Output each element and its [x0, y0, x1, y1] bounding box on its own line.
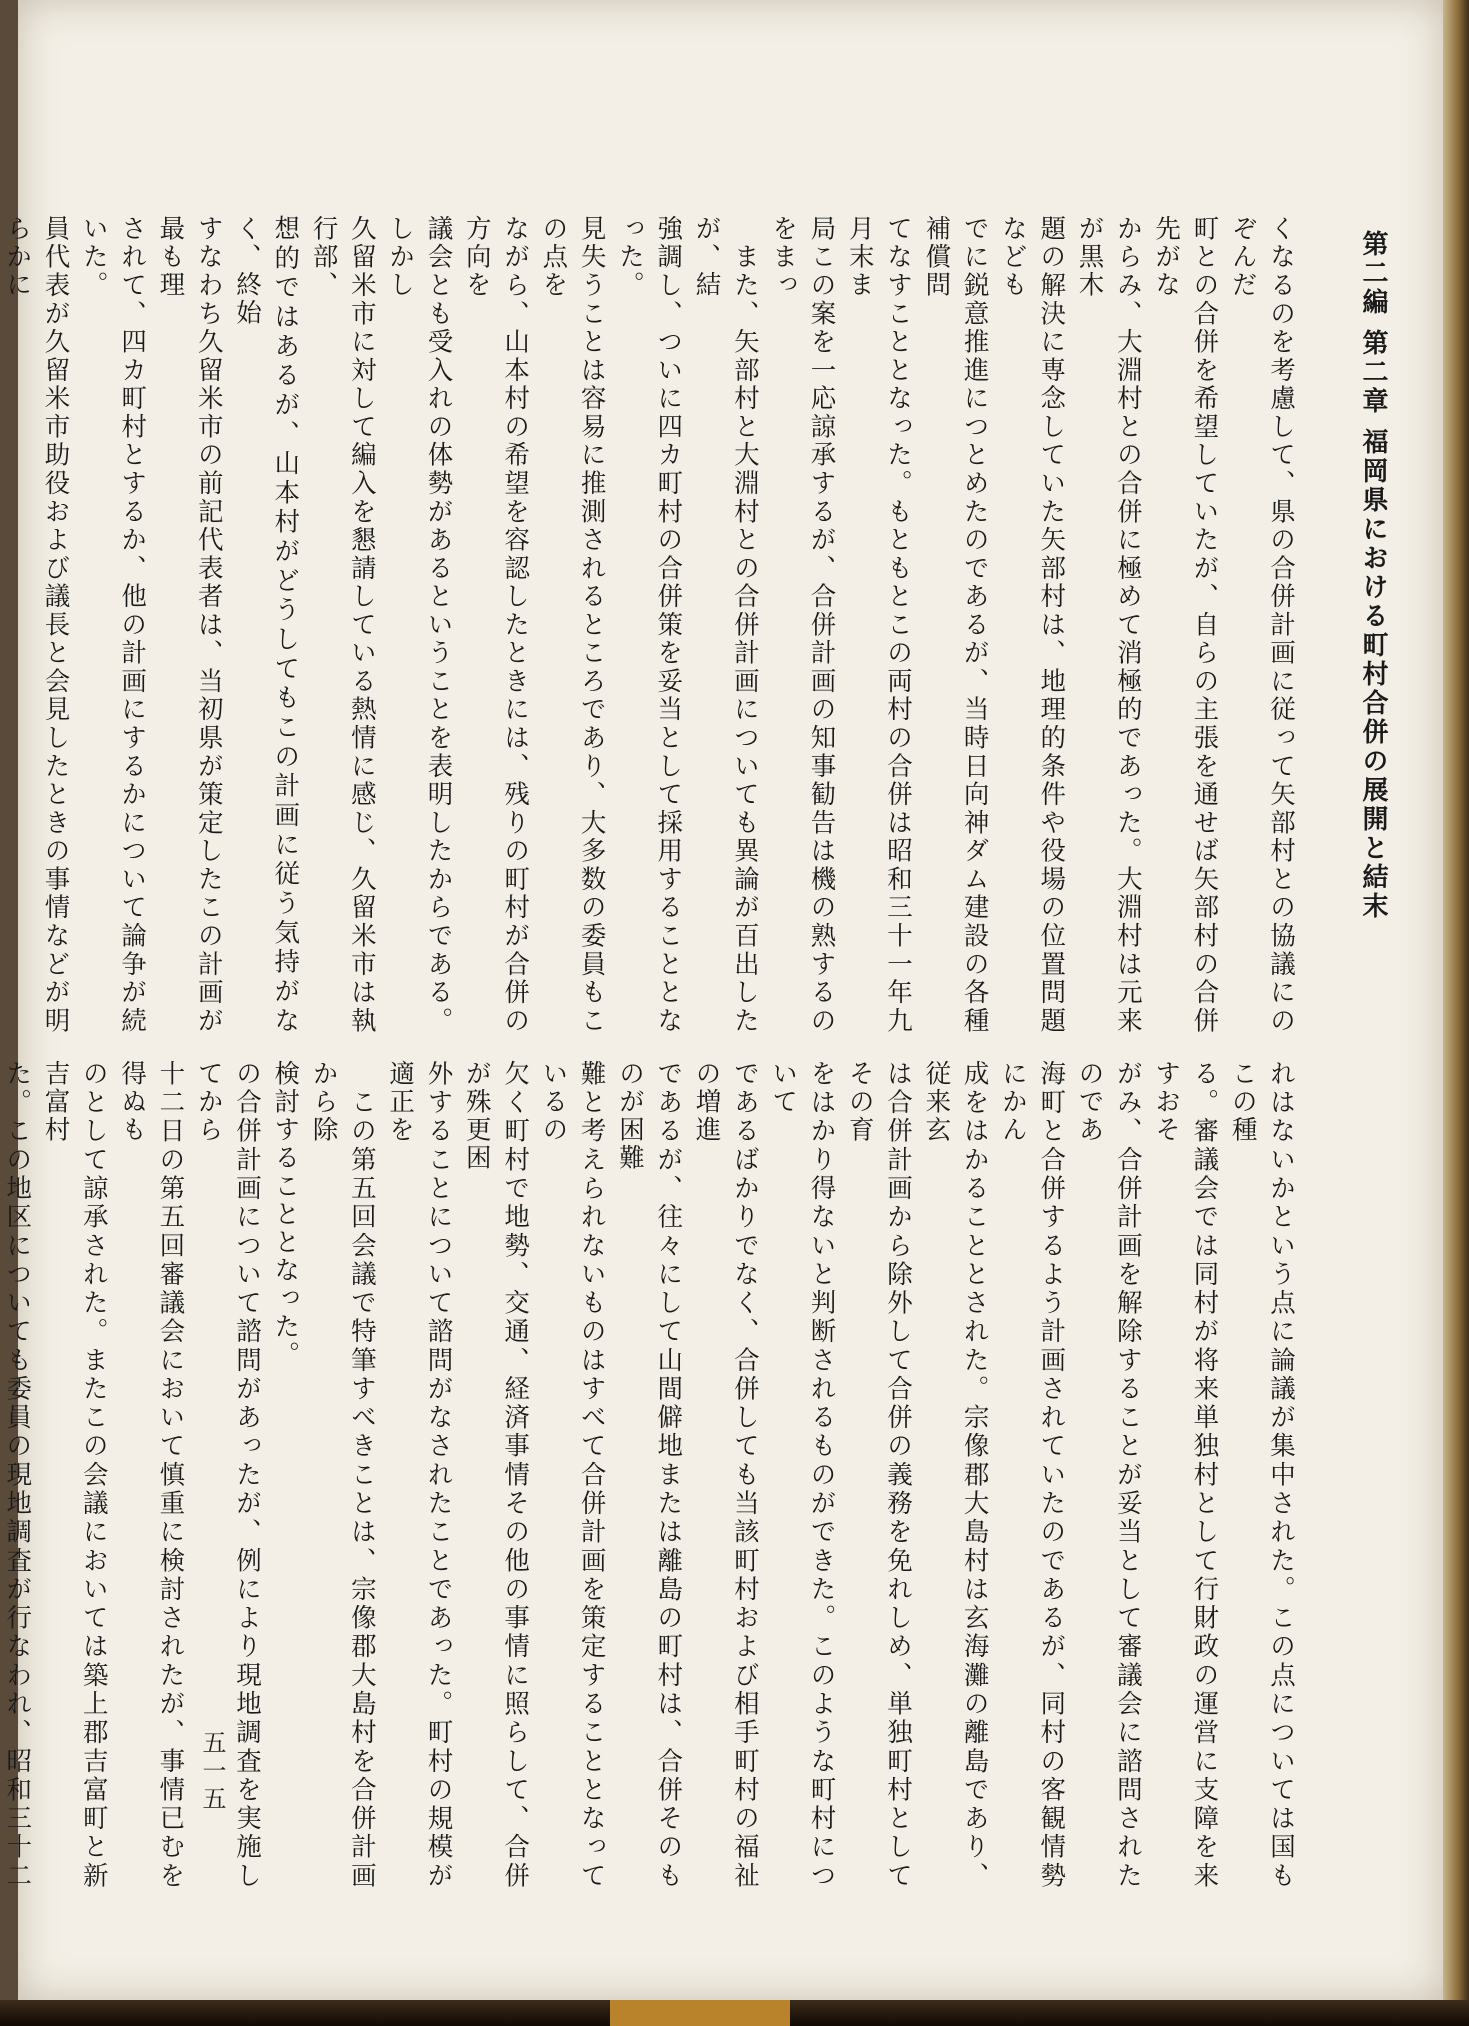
body-text-upper: くなるのを考慮して、県の合併計画に従って矢部村との協議にのぞんだ 町との合併を希望していたが、自らの主張を通せば矢部村の合併先がな からみ、大淵村との合併に極めて消極的であった。大淵村は元来が黒木 題の解決に専念していた矢部村は、地理的条件や役場の位置問題なども でに鋭意推進につとめたのであるが、当時日向神ダム建設の各種補償問 てなすこととなった。もともとこの両村の合併は昭和三十一年九月末ま 局この案を一応諒承するが、合併計画の知事勧告は機の熟するのをまっ また、矢部村と大淵村との合併計画についても異論が百出したが、結 強調し、ついに四カ町村の合併策を妥当として採用することとなった。 見失うことは容易に推測されるところであり、大多数の委員もこの点を ながら、山本村の希望を容認したときには、残りの町村が合併の方向を 議会とも受入れの体勢があるということを表明したからである。しかし 久留米市に対して編入を懇請している熱情に感じ、久留米市は執行部、 想的ではあるが、山本村がどうしてもこの計画に従う気持がなく、終始 すなわち久留米市の前記代表者は、当初県が策定したこの計画が最も理 されて、四カ町村とするか、他の計画にするかについて論争が続いた。 員代表が久留米市助役および議長と会見したときの事情などが明らかに [2, 215, 1296, 1035]
page-edge [1443, 0, 1469, 2026]
body-text-lower: れはないかという点に論議が集中された。この点については国もこの種 る。審議会では同村が将来単独村として行財政の運営に支障を来すおそ がみ、合併計画を解除することが妥当として審議会に諮問されたのであ 海町と合併するよう計画されていたのであるが、同村の客観情勢にかん 成をはかることとされた。宗像郡大島村は玄海灘の離島であり、従来玄 は合併計画から除外して合併の義務を免れしめ、単独町村としてその育 をはかり得ないと判断されるものができた。このような町村について であるばかりでなく、合併しても当該町村および相手町村の福祉の増進 であるが、往々にして山間僻地または離島の町村は、合併そのものが困難 難と考えられないものはすべて合併計画を策定することとなっているの 欠く町村で地勢、交通、経済事情その他の事情に照らして、合併が殊更困 外することについて諮問がなされたことであった。町村の規模が適正を この第五回会議で特筆すべきことは、宗像郡大島村を合併計画から除 検討することとなった。 の合併計画について諮問があったが、例により現地調査を実施してから 十二日の第五回審議会において慎重に検討されたが、事情已むを得ぬも のとして諒承された。またこの会議においては築上郡吉富町と新吉富村 た。この地区についても委員の現地調査が行なわれ、昭和三十二 [2, 1060, 1296, 1890]
bookmark-tab [610, 2000, 790, 2026]
running-head: 第二編 第二章 福岡県における町村合併の展開と結末 [1358, 230, 1388, 922]
page-number: 五一五 [198, 1730, 226, 1814]
